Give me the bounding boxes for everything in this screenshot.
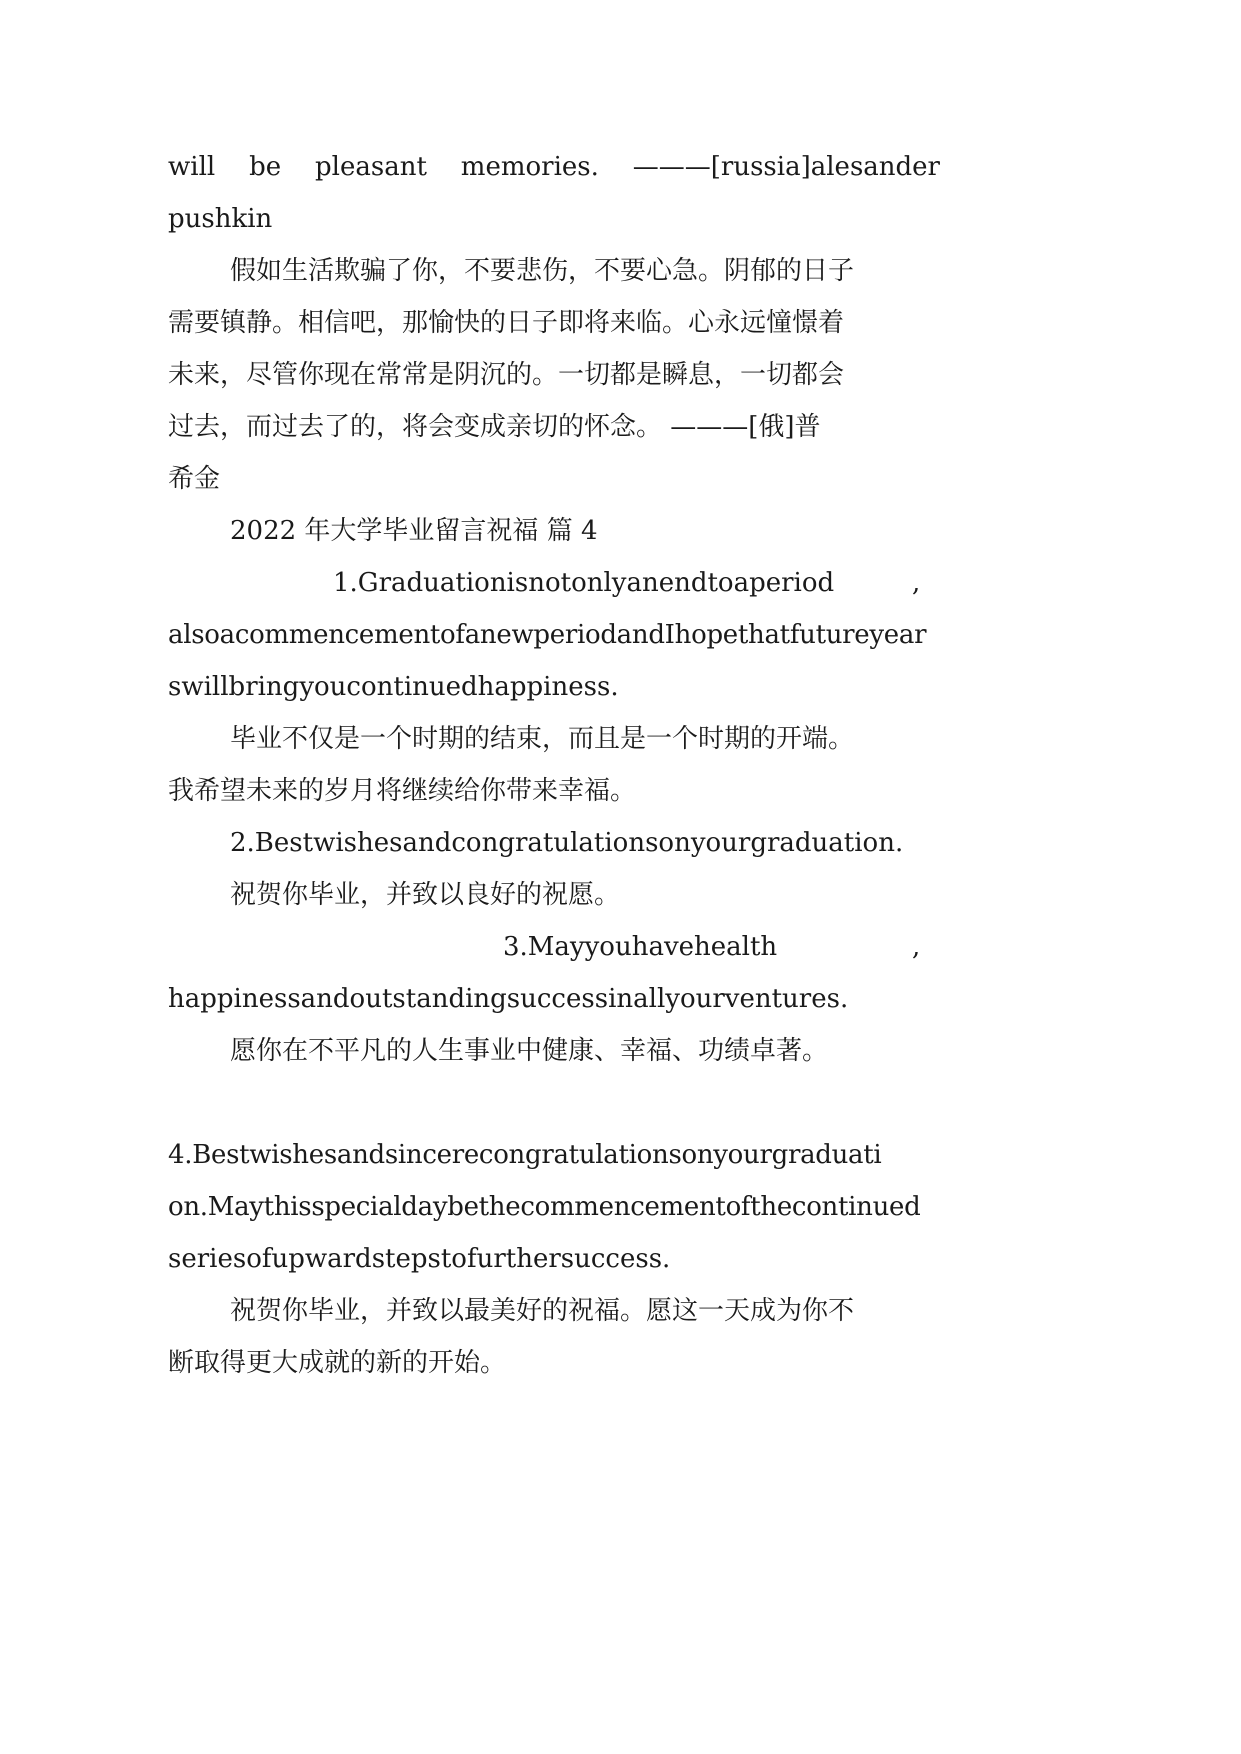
wish-3-english-line-1: 3.Mayyouhavehealth (503, 932, 778, 962)
wish-1-english-line-2: alsoacommencementofanewperiodandIhopethatfutureyear (168, 620, 927, 650)
quote-chinese-line-5: 希金 (168, 464, 221, 494)
wish-4-english-line-2: on.Maythisspecialdaybethecommencementofthecontinued (168, 1192, 921, 1222)
quote-chinese-line-1: 假如生活欺骗了你，不要悲伤，不要心急。阴郁的日子 (230, 256, 855, 286)
quote-english-line-1: will be pleasant memories. ———[russia]alesander (168, 152, 940, 182)
wish-4-chinese-line-1: 祝贺你毕业，并致以最美好的祝福。愿这一天成为你不 (230, 1296, 855, 1326)
wish-3-comma: , (912, 932, 921, 962)
wish-2-chinese: 祝贺你毕业，并致以良好的祝愿。 (230, 880, 621, 910)
quote-english-line-2: pushkin (168, 204, 273, 234)
wish-4-english-line-1: 4.Bestwishesandsincerecongratulationsonyourgraduati (168, 1140, 882, 1170)
section-heading: 2022 年大学毕业留言祝福 篇 4 (230, 516, 598, 546)
wish-1-comma: , (912, 568, 921, 598)
wish-2-english: 2.Bestwishesandcongratulationsonyourgraduation. (230, 828, 904, 858)
wish-4-english-line-3: seriesofupwardstepstofurthersuccess. (168, 1244, 671, 1274)
quote-chinese-line-2: 需要镇静。相信吧，那愉快的日子即将来临。心永远憧憬着 (168, 308, 845, 338)
wish-1-english-line-3: swillbringyoucontinuedhappiness. (168, 672, 619, 702)
wish-3-english-line-2: happinessandoutstandingsuccessinallyourventures. (168, 984, 849, 1014)
quote-chinese-line-4: 过去，而过去了的，将会变成亲切的怀念。 ———[俄]普 (168, 412, 821, 442)
quote-chinese-line-3: 未来，尽管你现在常常是阴沉的。一切都是瞬息，一切都会 (168, 360, 845, 390)
wish-1-english-line-1: 1.Graduationisnotonlyanendtoaperiod (333, 568, 835, 598)
wish-1-chinese-line-1: 毕业不仅是一个时期的结束，而且是一个时期的开端。 (230, 724, 855, 754)
wish-4-chinese-line-2: 断取得更大成就的新的开始。 (168, 1348, 507, 1378)
wish-3-chinese: 愿你在不平凡的人生事业中健康、幸福、功绩卓著。 (230, 1036, 829, 1066)
wish-1-chinese-line-2: 我希望未来的岁月将继续给你带来幸福。 (168, 776, 637, 806)
